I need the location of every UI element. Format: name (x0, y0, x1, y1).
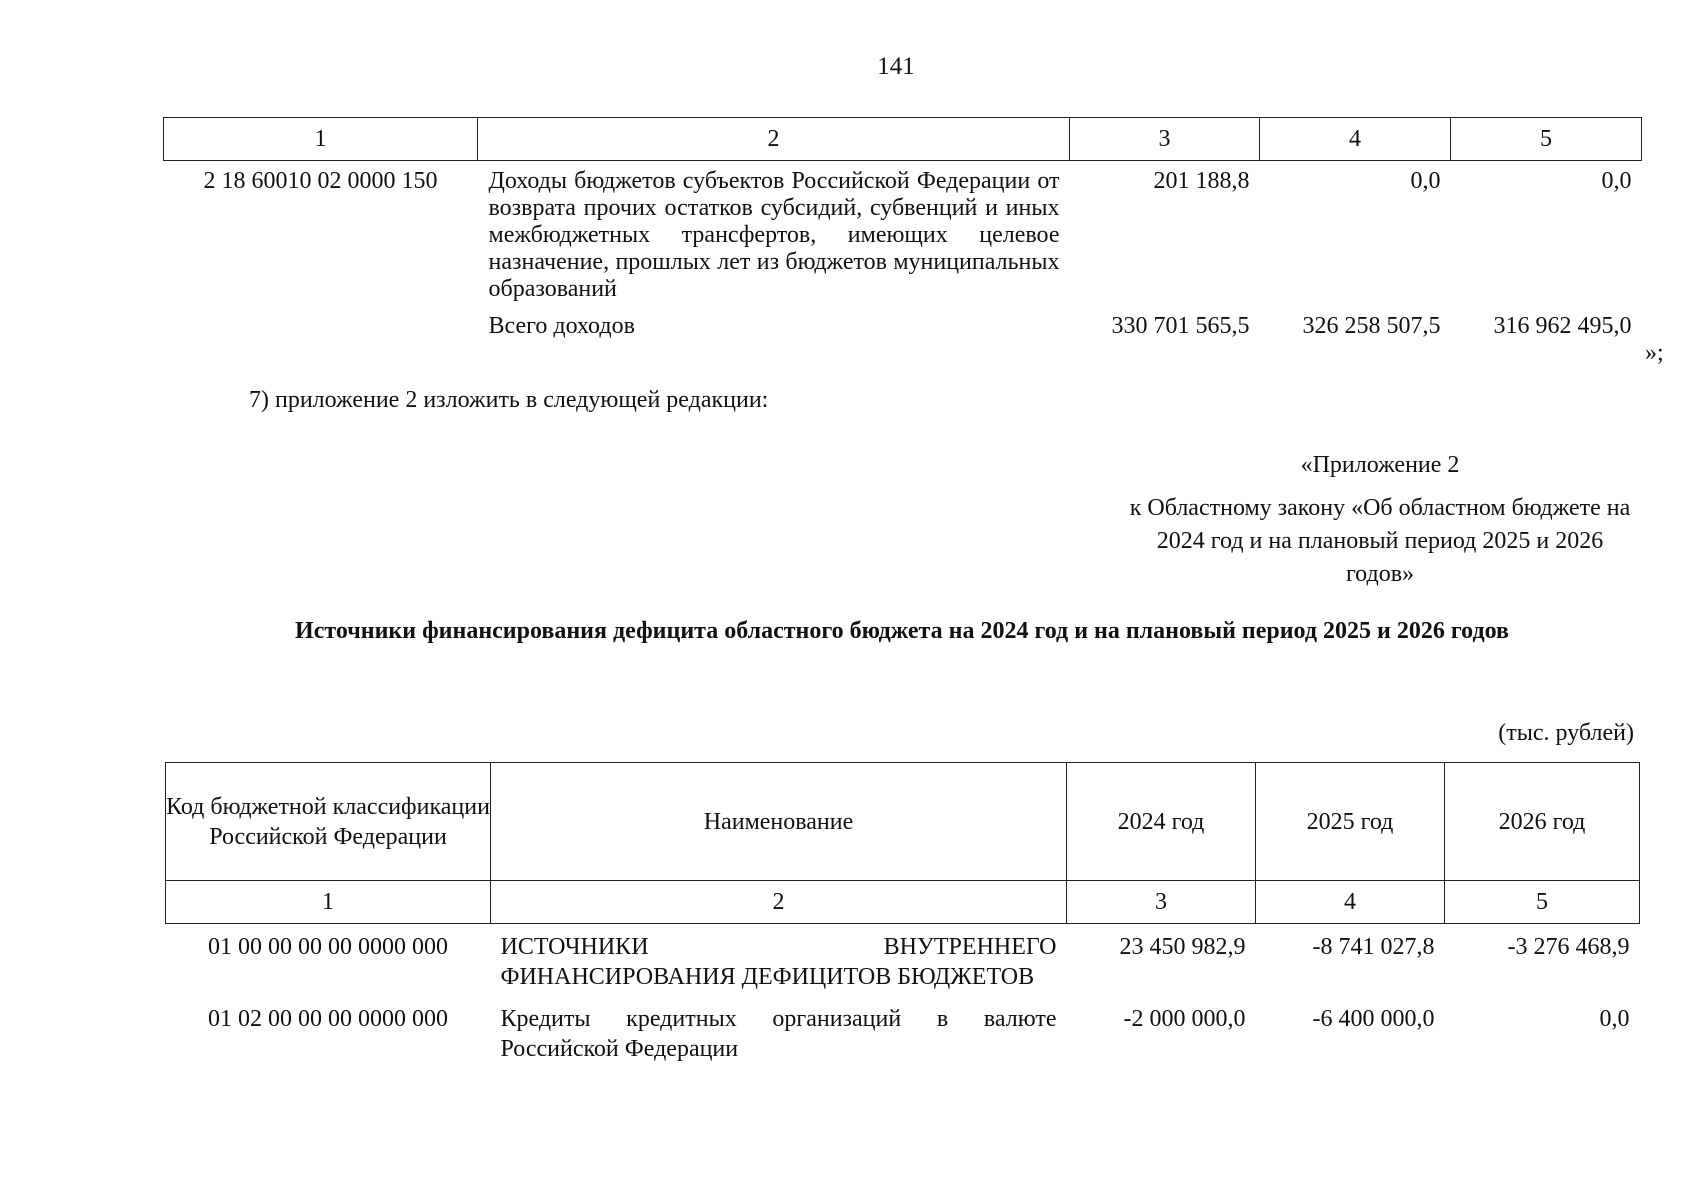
header-2025: 2025 год (1256, 763, 1445, 881)
column-number-row (164, 118, 1642, 161)
header-2024: 2024 год (1067, 763, 1256, 881)
column-number: 3 (1070, 118, 1260, 161)
budget-code: 2 18 60010 02 0000 150 (203, 168, 438, 194)
document-title: Источники финансирования дефицита областного бюджета на 2024 год и на плановый период 2025 и 2026 годов (295, 618, 1509, 644)
column-number: 5 (1445, 881, 1640, 924)
table-row (164, 161, 1642, 304)
table-row (166, 924, 1640, 993)
value-2026: 0,0 (1599, 1006, 1630, 1032)
header-name: Наименование (491, 763, 1067, 881)
units-label: (тыс. рублей) (1498, 720, 1634, 746)
page-number: 141 (877, 53, 915, 80)
value-2024: -2 000 000,0 (1123, 1006, 1246, 1032)
appendix-title: «Приложение 2 (1300, 452, 1460, 478)
row-name: ИСТОЧНИКИ ВНУТРЕННЕГО ФИНАНСИРОВАНИЯ ДЕФИЦИТОВ БЮДЖЕТОВ (500, 934, 1057, 990)
deficit-sources-table (165, 762, 1640, 1064)
total-2026: 316 962 495,0 (1493, 313, 1632, 339)
budget-code: 01 02 00 00 00 0000 000 (208, 1006, 448, 1032)
table-row (166, 992, 1640, 1064)
closing-quote: »; (1645, 340, 1664, 366)
income-table-continuation (163, 117, 1642, 340)
value-2025: 0,0 (1410, 168, 1441, 194)
value-2026: -3 276 468,9 (1507, 934, 1630, 960)
column-number: 2 (478, 118, 1070, 161)
header-code: Код бюджетной классификации Российской Федерации (166, 763, 491, 881)
table-header-row (166, 763, 1640, 881)
amendment-paragraph: 7) приложение 2 изложить в следующей редакции: (249, 387, 769, 413)
column-number: 3 (1067, 881, 1256, 924)
row-name: Кредиты кредитных организаций в валюте Российской Федерации (500, 1006, 1057, 1062)
value-2025: -6 400 000,0 (1312, 1006, 1435, 1032)
header-2026: 2026 год (1445, 763, 1640, 881)
value-2026: 0,0 (1601, 168, 1632, 194)
budget-code: 01 00 00 00 00 0000 000 (208, 934, 448, 960)
total-2025: 326 258 507,5 (1302, 313, 1441, 339)
appendix-reference: к Областному закону «Об областном бюджете на 2024 год и на плановый период 2025 и 2026 годов» (1129, 495, 1631, 587)
empty-cell (164, 303, 478, 340)
column-number: 5 (1451, 118, 1642, 161)
column-number: 1 (166, 881, 491, 924)
column-number: 2 (491, 881, 1067, 924)
row-name: Доходы бюджетов субъектов Российской Федерации от возврата прочих остатков субсидий, субвенций и иных межбюджетных трансфертов, имеющих целевое назначение, прошлых лет из бюджетов муниципальных образований (488, 168, 1060, 302)
total-row (164, 303, 1642, 340)
total-2024: 330 701 565,5 (1111, 313, 1250, 339)
column-number: 4 (1256, 881, 1445, 924)
column-number: 4 (1260, 118, 1451, 161)
value-2025: -8 741 027,8 (1312, 934, 1435, 960)
value-2024: 23 450 982,9 (1119, 934, 1246, 960)
value-2024: 201 188,8 (1153, 168, 1250, 194)
column-number: 1 (164, 118, 478, 161)
column-number-row (166, 881, 1640, 924)
total-label: Всего доходов (488, 313, 635, 339)
